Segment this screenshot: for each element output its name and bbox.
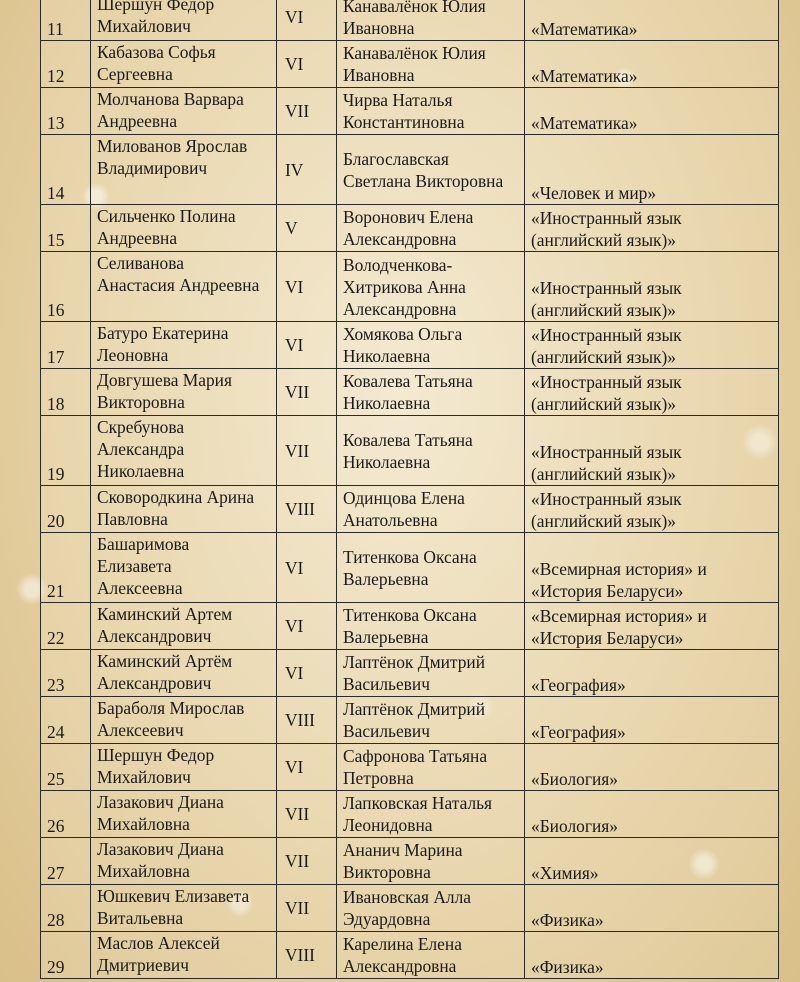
awards-table	[40, 0, 779, 979]
teacher-name-cell-line: Светлана Викторовна	[343, 170, 504, 191]
student-name-cell-line: Шершун Федор	[97, 0, 215, 14]
row-number-cell	[41, 838, 91, 885]
grade-cell-line: IV	[285, 159, 304, 180]
student-name-cell-line: Александрович	[97, 673, 212, 693]
row-number-cell-line: 28	[47, 910, 65, 930]
grade-cell	[277, 697, 337, 744]
row-number-cell-line: 27	[47, 863, 65, 883]
teacher-name-cell	[337, 838, 525, 885]
student-name-cell	[91, 322, 277, 369]
subject-cell	[525, 252, 779, 322]
grade-cell	[277, 533, 337, 603]
teacher-name-cell-line: Николаевна	[343, 451, 431, 472]
teacher-name-cell-line: Валерьевна	[343, 568, 429, 589]
row-number-cell-line: 23	[47, 675, 65, 695]
student-name-cell	[91, 369, 277, 416]
student-name-cell-line: Кабазова Софья	[97, 42, 216, 62]
subject-cell	[525, 838, 779, 885]
teacher-name-cell-line: Ивановская Алла	[343, 887, 471, 907]
student-name-cell-line: Батуро Екатерина	[97, 323, 229, 343]
grade-cell	[277, 603, 337, 650]
student-name-cell	[91, 932, 277, 979]
table-row	[41, 252, 779, 322]
teacher-name-cell	[337, 0, 525, 41]
subject-cell-line: «Биология»	[531, 769, 618, 789]
table-row	[41, 885, 779, 932]
subject-cell	[525, 88, 779, 135]
subject-cell-line: «Иностранный язык	[531, 372, 682, 392]
student-name-cell	[91, 486, 277, 533]
subject-cell-line: «Иностранный язык	[531, 442, 682, 462]
grade-cell-line: VI	[285, 6, 304, 27]
teacher-name-cell	[337, 369, 525, 416]
teacher-name-cell	[337, 885, 525, 932]
teacher-name-cell	[337, 88, 525, 135]
subject-cell-line: «Иностранный язык	[531, 489, 682, 509]
teacher-name-cell-line: Благославская	[343, 148, 449, 169]
student-name-cell-line: Алексеевич	[97, 720, 184, 740]
subject-cell-line: «Математика»	[531, 19, 638, 39]
teacher-name-cell	[337, 533, 525, 603]
grade-cell	[277, 41, 337, 88]
table-row	[41, 932, 779, 979]
teacher-name-cell-line: Александровна	[343, 956, 457, 976]
subject-cell-line: «Химия»	[531, 863, 599, 883]
grade-cell-line: VII	[285, 101, 310, 121]
teacher-name-cell-line: Николаевна	[343, 346, 431, 366]
student-name-cell-line: Михайлович	[97, 16, 191, 36]
student-name-cell-line: Андреевна	[97, 111, 178, 131]
subject-cell	[525, 791, 779, 838]
row-number-cell-line: 19	[47, 464, 65, 484]
subject-cell	[525, 486, 779, 533]
teacher-name-cell-line: Канавалёнок Юлия	[343, 43, 486, 63]
teacher-name-cell-line: Воронович Елена	[343, 207, 474, 227]
student-name-cell	[91, 135, 277, 205]
table-row	[41, 41, 779, 88]
row-number-cell-line: 24	[47, 722, 65, 742]
teacher-name-cell-line: Викторовна	[343, 862, 431, 882]
teacher-name-cell	[337, 744, 525, 791]
student-name-cell	[91, 697, 277, 744]
grade-cell-line: VI	[285, 616, 304, 636]
row-number-cell-line: 13	[47, 113, 65, 133]
table-row	[41, 416, 779, 486]
grade-cell-line: V	[285, 218, 298, 238]
subject-cell	[525, 41, 779, 88]
teacher-name-cell	[337, 486, 525, 533]
subject-cell-line: «Всемирная история» и	[531, 559, 707, 579]
row-number-cell-line: 12	[47, 66, 65, 86]
student-name-cell	[91, 744, 277, 791]
teacher-name-cell-line: Леонидовна	[343, 815, 433, 835]
table-row	[41, 486, 779, 533]
row-number-cell	[41, 744, 91, 791]
row-number-cell	[41, 322, 91, 369]
student-name-cell	[91, 791, 277, 838]
table-row	[41, 603, 779, 650]
teacher-name-cell	[337, 252, 525, 322]
teacher-name-cell	[337, 205, 525, 252]
subject-cell-line: «География»	[531, 675, 626, 695]
grade-cell-line: VI	[285, 757, 304, 777]
subject-cell-line: «Физика»	[531, 957, 604, 977]
student-name-cell-line: Анастасия Андреевна	[97, 275, 260, 295]
student-name-cell-line: Лазакович Диана	[97, 839, 224, 859]
teacher-name-cell-line: Петровна	[343, 768, 414, 788]
subject-cell	[525, 603, 779, 650]
student-name-cell-line: Довгушева Мария	[97, 370, 232, 390]
grade-cell-line: VII	[285, 382, 310, 402]
teacher-name-cell	[337, 650, 525, 697]
teacher-name-cell-line: Лапковская Наталья	[343, 793, 493, 813]
row-number-cell	[41, 135, 91, 205]
student-name-cell-line: Викторовна	[97, 392, 185, 412]
teacher-name-cell	[337, 322, 525, 369]
subject-cell	[525, 369, 779, 416]
teacher-name-cell-line: Ананич Марина	[343, 840, 463, 860]
subject-cell-line: (английский язык)»	[531, 230, 676, 250]
grade-cell	[277, 0, 337, 41]
grade-cell	[277, 369, 337, 416]
student-name-cell-line: Молчанова Варвара	[97, 89, 244, 109]
student-name-cell	[91, 252, 277, 322]
row-number-cell-line: 20	[47, 511, 65, 531]
student-name-cell-line: Елизавета	[97, 556, 172, 576]
teacher-name-cell-line: Хомякова Ольга	[343, 324, 463, 344]
row-number-cell	[41, 885, 91, 932]
student-name-cell-line: Сильченко Полина	[97, 206, 236, 226]
row-number-cell-line: 14	[47, 183, 65, 203]
grade-cell	[277, 486, 337, 533]
subject-cell	[525, 650, 779, 697]
row-number-cell	[41, 791, 91, 838]
row-number-cell-line: 11	[47, 19, 64, 39]
student-name-cell	[91, 603, 277, 650]
subject-cell-line: «История Беларуси»	[531, 581, 684, 601]
row-number-cell-line: 29	[47, 957, 65, 977]
row-number-cell	[41, 932, 91, 979]
student-name-cell	[91, 416, 277, 486]
teacher-name-cell-line: Лаптёнок Дмитрий	[343, 699, 486, 719]
student-name-cell-line: Михайловна	[97, 814, 190, 834]
table-row	[41, 88, 779, 135]
teacher-name-cell-line: Николаевна	[343, 393, 431, 413]
grade-cell	[277, 252, 337, 322]
table-row	[41, 697, 779, 744]
row-number-cell-line: 15	[47, 230, 65, 250]
student-name-cell-line: Алексеевна	[97, 578, 183, 598]
subject-cell-line: «Человек и мир»	[531, 183, 657, 203]
subject-cell-line: «Иностранный язык	[531, 208, 682, 228]
row-number-cell-line: 21	[47, 581, 65, 601]
teacher-name-cell-line: Васильевич	[343, 721, 430, 741]
subject-cell	[525, 322, 779, 369]
student-name-cell-line: Бараболя Мирослав	[97, 698, 245, 718]
grade-cell-line: VII	[285, 898, 310, 918]
subject-cell	[525, 205, 779, 252]
subject-cell-line: «Иностранный язык	[531, 278, 682, 298]
student-name-cell	[91, 88, 277, 135]
grade-cell	[277, 838, 337, 885]
student-name-cell-line: Николаевна	[97, 461, 185, 481]
teacher-name-cell-line: Чирва Наталья	[343, 90, 453, 110]
subject-cell-line: «Математика»	[531, 113, 638, 133]
grade-cell-line: VII	[285, 440, 310, 461]
grade-cell	[277, 932, 337, 979]
student-name-cell	[91, 533, 277, 603]
teacher-name-cell-line: Ковалева Татьяна	[343, 371, 473, 391]
grade-cell	[277, 135, 337, 205]
student-name-cell	[91, 0, 277, 41]
grade-cell-line: VI	[285, 276, 304, 297]
teacher-name-cell-line: Ковалева Татьяна	[343, 429, 473, 450]
student-name-cell-line: Скребунова	[97, 417, 185, 437]
student-name-cell-line: Витальевна	[97, 908, 184, 928]
student-name-cell-line: Селиванова	[97, 253, 184, 273]
student-name-cell-line: Сергеевна	[97, 64, 173, 84]
grade-cell-line: VI	[285, 557, 304, 578]
table-row	[41, 791, 779, 838]
student-name-cell-line: Владимирович	[97, 158, 208, 178]
grade-cell-line: VIII	[285, 499, 315, 519]
grade-cell	[277, 88, 337, 135]
subject-cell-line: «Всемирная история» и	[531, 606, 707, 626]
teacher-name-cell	[337, 932, 525, 979]
student-name-cell-line: Юшкевич Елизавета	[97, 886, 250, 906]
student-name-cell	[91, 838, 277, 885]
student-name-cell-line: Каминский Артем	[97, 604, 233, 624]
grade-cell	[277, 416, 337, 486]
grade-cell-line: VII	[285, 804, 310, 824]
teacher-name-cell	[337, 41, 525, 88]
grade-cell	[277, 322, 337, 369]
student-name-cell-line: Каминский Артём	[97, 651, 233, 671]
row-number-cell	[41, 603, 91, 650]
teacher-name-cell	[337, 603, 525, 650]
table-row	[41, 0, 779, 41]
student-name-cell	[91, 885, 277, 932]
teacher-name-cell-line: Хитрикова Анна	[343, 276, 466, 297]
teacher-name-cell-line: Константиновна	[343, 112, 465, 132]
teacher-name-cell-line: Ивановна	[343, 17, 415, 38]
row-number-cell-line: 16	[47, 300, 65, 320]
subject-cell	[525, 533, 779, 603]
table-row	[41, 533, 779, 603]
teacher-name-cell	[337, 416, 525, 486]
subject-cell-line: (английский язык)»	[531, 347, 676, 367]
teacher-name-cell-line: Сафронова Татьяна	[343, 746, 488, 766]
row-number-cell	[41, 88, 91, 135]
subject-cell	[525, 416, 779, 486]
student-name-cell-line: Александрович	[97, 626, 212, 646]
subject-cell-line: «Математика»	[531, 66, 638, 86]
subject-cell	[525, 932, 779, 979]
subject-cell-line: «Физика»	[531, 910, 604, 930]
teacher-name-cell-line: Валерьевна	[343, 627, 429, 647]
table-row	[41, 838, 779, 885]
table-row	[41, 322, 779, 369]
row-number-cell	[41, 252, 91, 322]
student-name-cell-line: Шершун Федор	[97, 745, 215, 765]
row-number-cell	[41, 0, 91, 41]
subject-cell-line: «Иностранный язык	[531, 325, 682, 345]
teacher-name-cell-line: Анатольевна	[343, 510, 438, 530]
student-name-cell-line: Лазакович Диана	[97, 792, 224, 812]
row-number-cell-line: 22	[47, 628, 65, 648]
table-row	[41, 650, 779, 697]
student-name-cell-line: Андреевна	[97, 228, 178, 248]
row-number-cell-line: 26	[47, 816, 65, 836]
grade-cell-line: VI	[285, 663, 304, 683]
student-name-cell-line: Леоновна	[97, 345, 169, 365]
row-number-cell	[41, 416, 91, 486]
subject-cell-line: «Биология»	[531, 816, 618, 836]
teacher-name-cell	[337, 697, 525, 744]
subject-cell-line: (английский язык)»	[531, 394, 676, 414]
grade-cell-line: VIII	[285, 710, 315, 730]
student-name-cell-line: Маслов Алексей	[97, 933, 220, 953]
table-row	[41, 205, 779, 252]
teacher-name-cell-line: Канавалёнок Юлия	[343, 0, 486, 16]
subject-cell-line: «География»	[531, 722, 626, 742]
teacher-name-cell	[337, 791, 525, 838]
row-number-cell	[41, 486, 91, 533]
row-number-cell	[41, 369, 91, 416]
student-name-cell-line: Башаримова	[97, 534, 190, 554]
teacher-name-cell	[337, 135, 525, 205]
teacher-name-cell-line: Александровна	[343, 298, 457, 319]
grade-cell-line: VI	[285, 335, 304, 355]
table-row	[41, 744, 779, 791]
subject-cell	[525, 697, 779, 744]
student-name-cell-line: Дмитриевич	[97, 955, 189, 975]
grade-cell-line: VII	[285, 851, 310, 871]
teacher-name-cell-line: Александровна	[343, 229, 457, 249]
table-row	[41, 135, 779, 205]
student-name-cell-line: Сковородкина Арина	[97, 487, 255, 507]
row-number-cell	[41, 650, 91, 697]
student-name-cell-line: Александра	[97, 439, 185, 459]
row-number-cell-line: 17	[47, 347, 65, 367]
subject-cell-line: (английский язык)»	[531, 511, 676, 531]
student-name-cell-line: Милованов Ярослав	[97, 136, 248, 156]
row-number-cell-line: 25	[47, 769, 65, 789]
grade-cell	[277, 791, 337, 838]
teacher-name-cell-line: Титенкова Оксана	[343, 546, 477, 567]
grade-cell	[277, 744, 337, 791]
teacher-name-cell-line: Ивановна	[343, 65, 415, 85]
subject-cell	[525, 885, 779, 932]
student-name-cell	[91, 41, 277, 88]
grade-cell	[277, 650, 337, 697]
teacher-name-cell-line: Володченкова-	[343, 254, 453, 275]
student-name-cell	[91, 650, 277, 697]
grade-cell	[277, 205, 337, 252]
teacher-name-cell-line: Эдуардовна	[343, 909, 431, 929]
subject-cell-line: (английский язык)»	[531, 300, 676, 320]
teacher-name-cell-line: Васильевич	[343, 674, 430, 694]
subject-cell	[525, 744, 779, 791]
grade-cell	[277, 885, 337, 932]
grade-cell-line: VI	[285, 54, 304, 74]
row-number-cell	[41, 205, 91, 252]
row-number-cell	[41, 697, 91, 744]
student-name-cell-line: Михайлович	[97, 767, 191, 787]
subject-cell	[525, 0, 779, 41]
awards-table-body	[41, 0, 779, 979]
student-name-cell-line: Павловна	[97, 509, 168, 529]
student-name-cell-line: Михайловна	[97, 861, 190, 881]
teacher-name-cell-line: Лаптёнок Дмитрий	[343, 652, 486, 672]
teacher-name-cell-line: Одинцова Елена	[343, 488, 465, 508]
row-number-cell	[41, 533, 91, 603]
row-number-cell-line: 18	[47, 394, 65, 414]
subject-cell	[525, 135, 779, 205]
student-name-cell	[91, 205, 277, 252]
grade-cell-line: VIII	[285, 945, 315, 965]
subject-cell-line: (английский язык)»	[531, 464, 676, 484]
row-number-cell	[41, 41, 91, 88]
table-row	[41, 369, 779, 416]
teacher-name-cell-line: Титенкова Оксана	[343, 605, 477, 625]
teacher-name-cell-line: Карелина Елена	[343, 934, 462, 954]
subject-cell-line: «История Беларуси»	[531, 628, 684, 648]
